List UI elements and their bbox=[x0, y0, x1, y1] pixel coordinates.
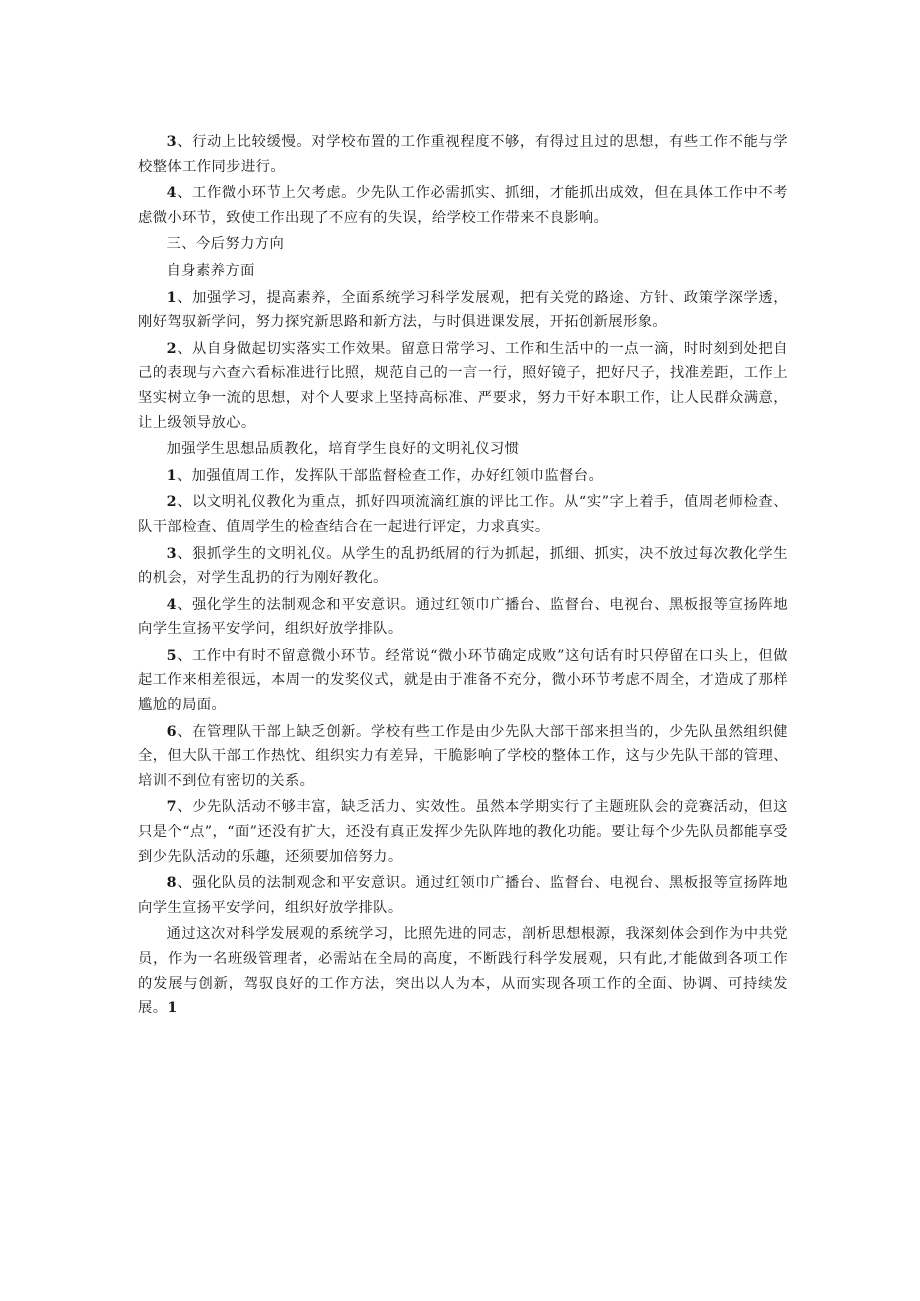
paragraph-student-4: 4、强化学生的法制观念和平安意识。通过红领巾广播台、监督台、电视台、黑板报等宣扬阵地向学生宣扬平安学问，组织好放学排队。 bbox=[138, 596, 788, 638]
paragraph-student-2: 2、以文明礼仪教化为重点，抓好四项流滴红旗的评比工作。从“实”字上着手，值周老师检查、队干部检查、值周学生的检查结合在一起进行评定，力求真实。 bbox=[138, 494, 788, 535]
paragraph-student-6: 6、在管理队干部上缺乏创新。学校有些工作是由少先队大部干部来担当的，少先队虽然组织健全，但大队干部工作热忱、组织实力有差异，干脆影响了学校的整体工作，这与少先队干部的管理、培训不到位有密切的关系。 bbox=[138, 723, 788, 789]
paragraph-item-3: 3、行动上比较缓慢。对学校布置的工作重视程度不够，有得过且过的思想，有些工作不能与学校整体工作同步进行。 bbox=[138, 134, 788, 175]
subheading-self-quality: 自身素养方面 bbox=[166, 262, 255, 279]
paragraph-student-3: 3、狠抓学生的文明礼仪。从学生的乱扔纸屑的行为抓起，抓细、抓实，决不放过每次教化学生的机会，对学生乱扔的行为刚好教化。 bbox=[138, 545, 788, 587]
section-heading-future-direction: 三、今后努力方向 bbox=[166, 236, 285, 253]
paragraph-item-4: 4、工作微小环节上欠考虑。少先队工作必需抓实、抓细，才能抓出成效，但在具体工作中不考虑微小环节，致使工作出现了不应有的失误，给学校工作带来不良影响。 bbox=[138, 185, 788, 226]
paragraph-conclusion: 通过这次对科学发展观的系统学习，比照先进的同志，剖析思想根源，我深刻体会到作为中共党员，作为一名班级管理者，必需站在全局的高度，不断践行科学发展观，只有此,才能做到各项工作的发展与创新，驾驭良好的工作方法，突出以人为本，从而实现各项工作的全面、协调、可持续发展。1 bbox=[138, 926, 788, 1017]
paragraph-self-1: 1、加强学习，提高素养，全面系统学习科学发展观，把有关党的路途、方针、政策学深学透，刚好驾驭新学问，努力探究新思路和新方法，与时俱进课发展，开拓创新展形象。 bbox=[138, 289, 788, 331]
paragraph-self-2: 2、从自身做起切实落实工作效果。留意日常学习、工作和生活中的一点一滴，时时刻到处把自己的表现与六查六看标准进行比照，规范自己的一言一行，照好镜子，把好尺子，找准差距，工作上坚实树立争一流的思想，对个人要求上坚持高标准、严要求，努力干好本职工作，让人民群众满意，让上级领导放心。 bbox=[138, 340, 788, 431]
subheading-student-education: 加强学生思想品质教化，培育学生良好的文明礼仪习惯 bbox=[166, 441, 520, 458]
paragraph-student-1: 1、加强值周工作，发挥队干部监督检查工作，办好红领巾监督台。 bbox=[166, 467, 604, 484]
end-mark: 1 bbox=[167, 1000, 178, 1017]
paragraph-student-8: 8、强化队员的法制观念和平安意识。通过红领巾广播台、监督台、电视台、黑板报等宣扬阵地向学生宣扬平安学问，组织好放学排队。 bbox=[138, 875, 788, 916]
paragraph-student-5: 5、工作中有时不留意微小环节。经常说“微小环节确定成败”这句话有时只停留在口头上，但做起工作来相差很远，本周一的发奖仪式，就是由于准备不充分，微小环节考虑不周全，才造成了那样尴尬的局面。 bbox=[138, 647, 788, 714]
document-body bbox=[138, 130, 788, 1023]
paragraph-student-7: 7、少先队活动不够丰富，缺乏活力、实效性。虽然本学期实行了主题班队会的竞赛活动，但这只是个“点”，“面”还没有扩大，还没有真正发挥少先队阵地的教化功能。要让每个少先队员都能享受到少先队活动的乐趣，还须要加倍努力。 bbox=[138, 799, 788, 865]
